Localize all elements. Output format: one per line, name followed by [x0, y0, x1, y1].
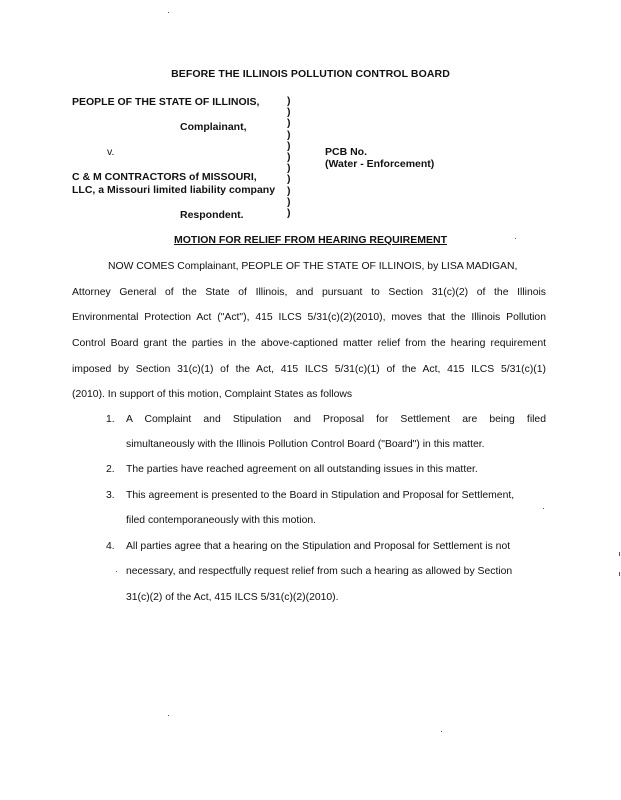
item-2-line-1: The parties have reached agreement on all outstanding issues in this matter. — [126, 464, 478, 475]
item-3-line-1: This agreement is presented to the Board in Stipulation and Proposal for Settlement, — [126, 490, 515, 501]
versus-label: v. — [107, 146, 115, 158]
item-number-2: 2. — [106, 464, 115, 475]
scan-speck — [515, 238, 516, 239]
scan-speck — [619, 552, 620, 556]
item-4-line-1: All parties agree that a hearing on the Stipulation and Proposal for Settlement is not — [126, 541, 511, 552]
item-4-line-2: necessary, and respectfully request relief from such a hearing as allowed by Section — [126, 566, 513, 577]
scan-speck — [116, 571, 117, 572]
item-number-3: 3. — [106, 490, 115, 501]
pcb-number-label: PCB No. — [325, 146, 367, 158]
defendant-name-line2: LLC, a Missouri limited liability company — [72, 184, 276, 196]
complainant-label: Complainant, — [180, 121, 247, 133]
intro-line-1: NOW COMES Complainant, PEOPLE OF THE STATE OF ILLINOIS, by LISA MADIGAN, — [108, 261, 518, 272]
intro-line-4: Control Board grant the parties in the above-captioned matter relief from the hearing requirement — [72, 338, 546, 349]
board-title: BEFORE THE ILLINOIS POLLUTION CONTROL BOARD — [171, 68, 450, 80]
respondent-label: Respondent. — [180, 209, 244, 221]
intro-line-3: Environmental Protection Act ("Act"), 415 ILCS 5/31(c)(2)(2010), moves that the Illinois Pollution — [72, 312, 546, 323]
caption-paren-column: ) ) ) ) ) ) ) ) ) ) ) — [287, 95, 291, 220]
scan-speck — [619, 572, 620, 576]
intro-line-2: Attorney General of the State of Illinois, and pursuant to Section 31(c)(2) of the Illinois — [72, 287, 546, 298]
motion-title: MOTION FOR RELIEF FROM HEARING REQUIREMENT — [174, 234, 447, 246]
item-number-4: 4. — [106, 541, 115, 552]
scan-speck — [441, 731, 442, 732]
item-1-line-2: simultaneously with the Illinois Pollution Control Board ("Board") in this matter. — [126, 439, 485, 450]
scan-speck — [543, 508, 544, 509]
item-1-line-1: A Complaint and Stipulation and Proposal for Settlement are being filed — [126, 414, 546, 425]
intro-line-5: imposed by Section 31(c)(1) of the Act, 415 ILCS 5/31(c)(1) of the Act, 415 ILCS 5/31(c)(1) — [72, 364, 546, 375]
case-type-label: (Water - Enforcement) — [325, 158, 435, 170]
item-4-line-3: 31(c)(2) of the Act, 415 ILCS 5/31(c)(2)(2010). — [126, 592, 339, 603]
item-3-line-2: filed contemporaneously with this motion. — [126, 515, 317, 526]
scan-speck — [168, 12, 169, 13]
item-number-1: 1. — [106, 414, 115, 425]
plaintiff-name: PEOPLE OF THE STATE OF ILLINOIS, — [72, 96, 260, 108]
intro-line-6: (2010). In support of this motion, Complaint States as follows — [72, 389, 353, 400]
scan-speck — [168, 715, 169, 716]
defendant-name-line1: C & M CONTRACTORS of MISSOURI, — [72, 171, 257, 183]
